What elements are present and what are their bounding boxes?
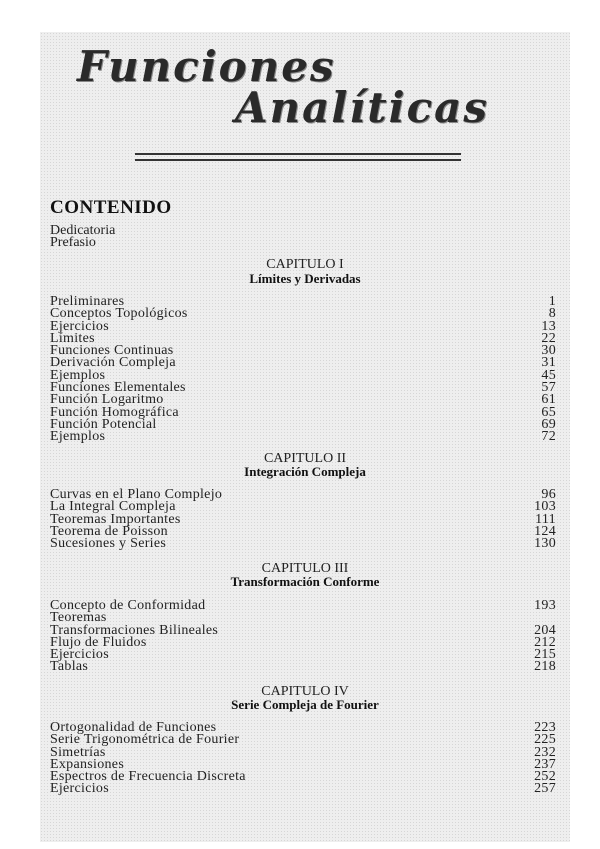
front-matter-dedicatoria: Dedicatoria <box>50 223 116 238</box>
toc-entry-page: 103 <box>534 499 556 515</box>
toc-entry-page: 218 <box>534 659 556 675</box>
chapter-3-label: CAPITULO III <box>261 561 349 576</box>
toc-entry <box>50 600 556 612</box>
toc-entry-text: Función Potencial <box>50 416 157 432</box>
toc-entry-page: 204 <box>534 622 556 638</box>
toc-entry-page: 96 <box>541 487 556 502</box>
toc-entry-page: 65 <box>541 404 556 420</box>
toc-entry <box>50 744 556 760</box>
toc-entry-text: Ortogonalidad de Funciones <box>50 720 217 735</box>
toc-entry-page: 124 <box>534 523 556 539</box>
toc-entry-page: 1 <box>548 294 556 309</box>
toc-entry-page: 30 <box>541 343 556 359</box>
toc-entry-text: Transformaciones Bilineales <box>50 622 219 638</box>
toc-entry-page: 69 <box>541 416 556 432</box>
book-page <box>40 32 570 842</box>
toc-entry-text: Funciones Elementales <box>50 380 186 396</box>
toc-entry-page: 225 <box>534 732 556 748</box>
chapter-4-title: Serie Compleja de Fourier <box>231 697 379 712</box>
toc-entry-text: Límites <box>50 330 95 346</box>
chapter-2-label: CAPITULO II <box>263 451 347 466</box>
chapter-2-title: Integración Compleja <box>244 464 366 479</box>
toc-entry-page: 8 <box>548 306 556 322</box>
toc-entry-text: La Integral Compleja <box>50 499 176 515</box>
toc-entry-text: Expansiones <box>50 756 125 772</box>
toc-entry <box>50 783 556 795</box>
toc-entry-text: Flujo de Fluidos <box>50 634 147 650</box>
toc-entry-page: 31 <box>541 355 556 371</box>
toc-entry-text: Ejemplos <box>50 429 106 445</box>
contents-heading: CONTENIDO <box>50 197 172 218</box>
chapter-1-title: Límites y Derivadas <box>249 271 361 286</box>
toc-entry <box>50 771 556 783</box>
toc-entry-text: Concepto de Conformidad <box>50 598 206 613</box>
chapter-1-entries <box>50 296 556 444</box>
toc-entry-text: Ejercicios <box>50 647 109 663</box>
toc-entry-page: 252 <box>534 769 556 785</box>
toc-entry-text: Tablas <box>50 659 89 675</box>
toc-entry-page: 215 <box>534 647 556 663</box>
toc-entry-text: Preliminares <box>50 294 125 309</box>
toc-entry <box>50 357 556 369</box>
toc-entry-page: 61 <box>541 392 556 408</box>
book-title-line2: Analíticas <box>235 83 490 132</box>
chapter-3-entries <box>50 600 556 674</box>
toc-entry-page: 22 <box>541 330 556 346</box>
toc-entry-page: 130 <box>534 536 556 552</box>
toc-entry <box>50 538 556 550</box>
chapter-4-entries <box>50 722 556 796</box>
toc-entry-page: 193 <box>534 598 556 613</box>
toc-entry-text: Teoremas Importantes <box>50 511 181 527</box>
toc-entry-page: 232 <box>534 744 556 760</box>
toc-entry <box>50 431 556 443</box>
chapter-1-label: CAPITULO I <box>266 257 344 272</box>
toc-entry-page: 237 <box>534 756 556 772</box>
toc-entry <box>50 661 556 673</box>
toc-entry-text: Funciones Continuas <box>50 343 174 359</box>
toc-entry <box>50 416 556 432</box>
toc-entry-text: Función Homográfica <box>50 404 179 420</box>
toc-entry-page: 72 <box>541 429 556 445</box>
toc-entry-text: Función Logaritmo <box>50 392 164 408</box>
toc-entry-text: Serie Trigonométrica de Fourier <box>50 732 240 748</box>
toc-entry-page: 212 <box>534 634 556 650</box>
toc-entry-text: Ejemplos <box>50 367 106 383</box>
toc-entry <box>50 308 556 320</box>
toc-entry-text: Espectros de Frecuencia Discreta <box>50 769 246 785</box>
toc-entry-text: Derivación Compleja <box>50 355 176 371</box>
chapter-3-title: Transformación Conforme <box>230 574 380 589</box>
toc-entry-text: Teorema de Poisson <box>50 523 168 539</box>
front-matter-prefasio: Prefasio <box>50 235 96 250</box>
toc-entry-page: 45 <box>541 367 556 383</box>
toc-entry-text: Sucesiones y Series <box>50 536 167 552</box>
toc-entry-text: Simetrías <box>50 744 106 760</box>
toc-entry-text: Curvas en el Plano Complejo <box>50 487 223 502</box>
toc-entry <box>50 318 556 334</box>
toc-entry-text: Ejercicios <box>50 781 109 797</box>
toc-entry-page: 223 <box>534 720 556 735</box>
toc-entry <box>50 734 556 746</box>
toc-entry-text: Ejercicios <box>50 318 109 334</box>
toc-entry <box>50 634 556 650</box>
toc-entry <box>50 649 556 661</box>
title-rule-top <box>135 153 461 155</box>
title-rule-bottom <box>135 159 461 161</box>
toc-entry-page: 111 <box>535 511 556 527</box>
toc-entry-text: Teoremas <box>50 610 107 626</box>
chapter-4-label: CAPITULO IV <box>261 684 349 699</box>
chapter-2-entries <box>50 489 556 550</box>
toc-entry-text: Conceptos Topológicos <box>50 306 188 322</box>
book-title-line1: Funciones <box>77 42 336 91</box>
toc-entry-page: 57 <box>541 380 556 396</box>
toc-entry-page: 13 <box>541 318 556 334</box>
toc-entry-page: 257 <box>534 781 556 797</box>
